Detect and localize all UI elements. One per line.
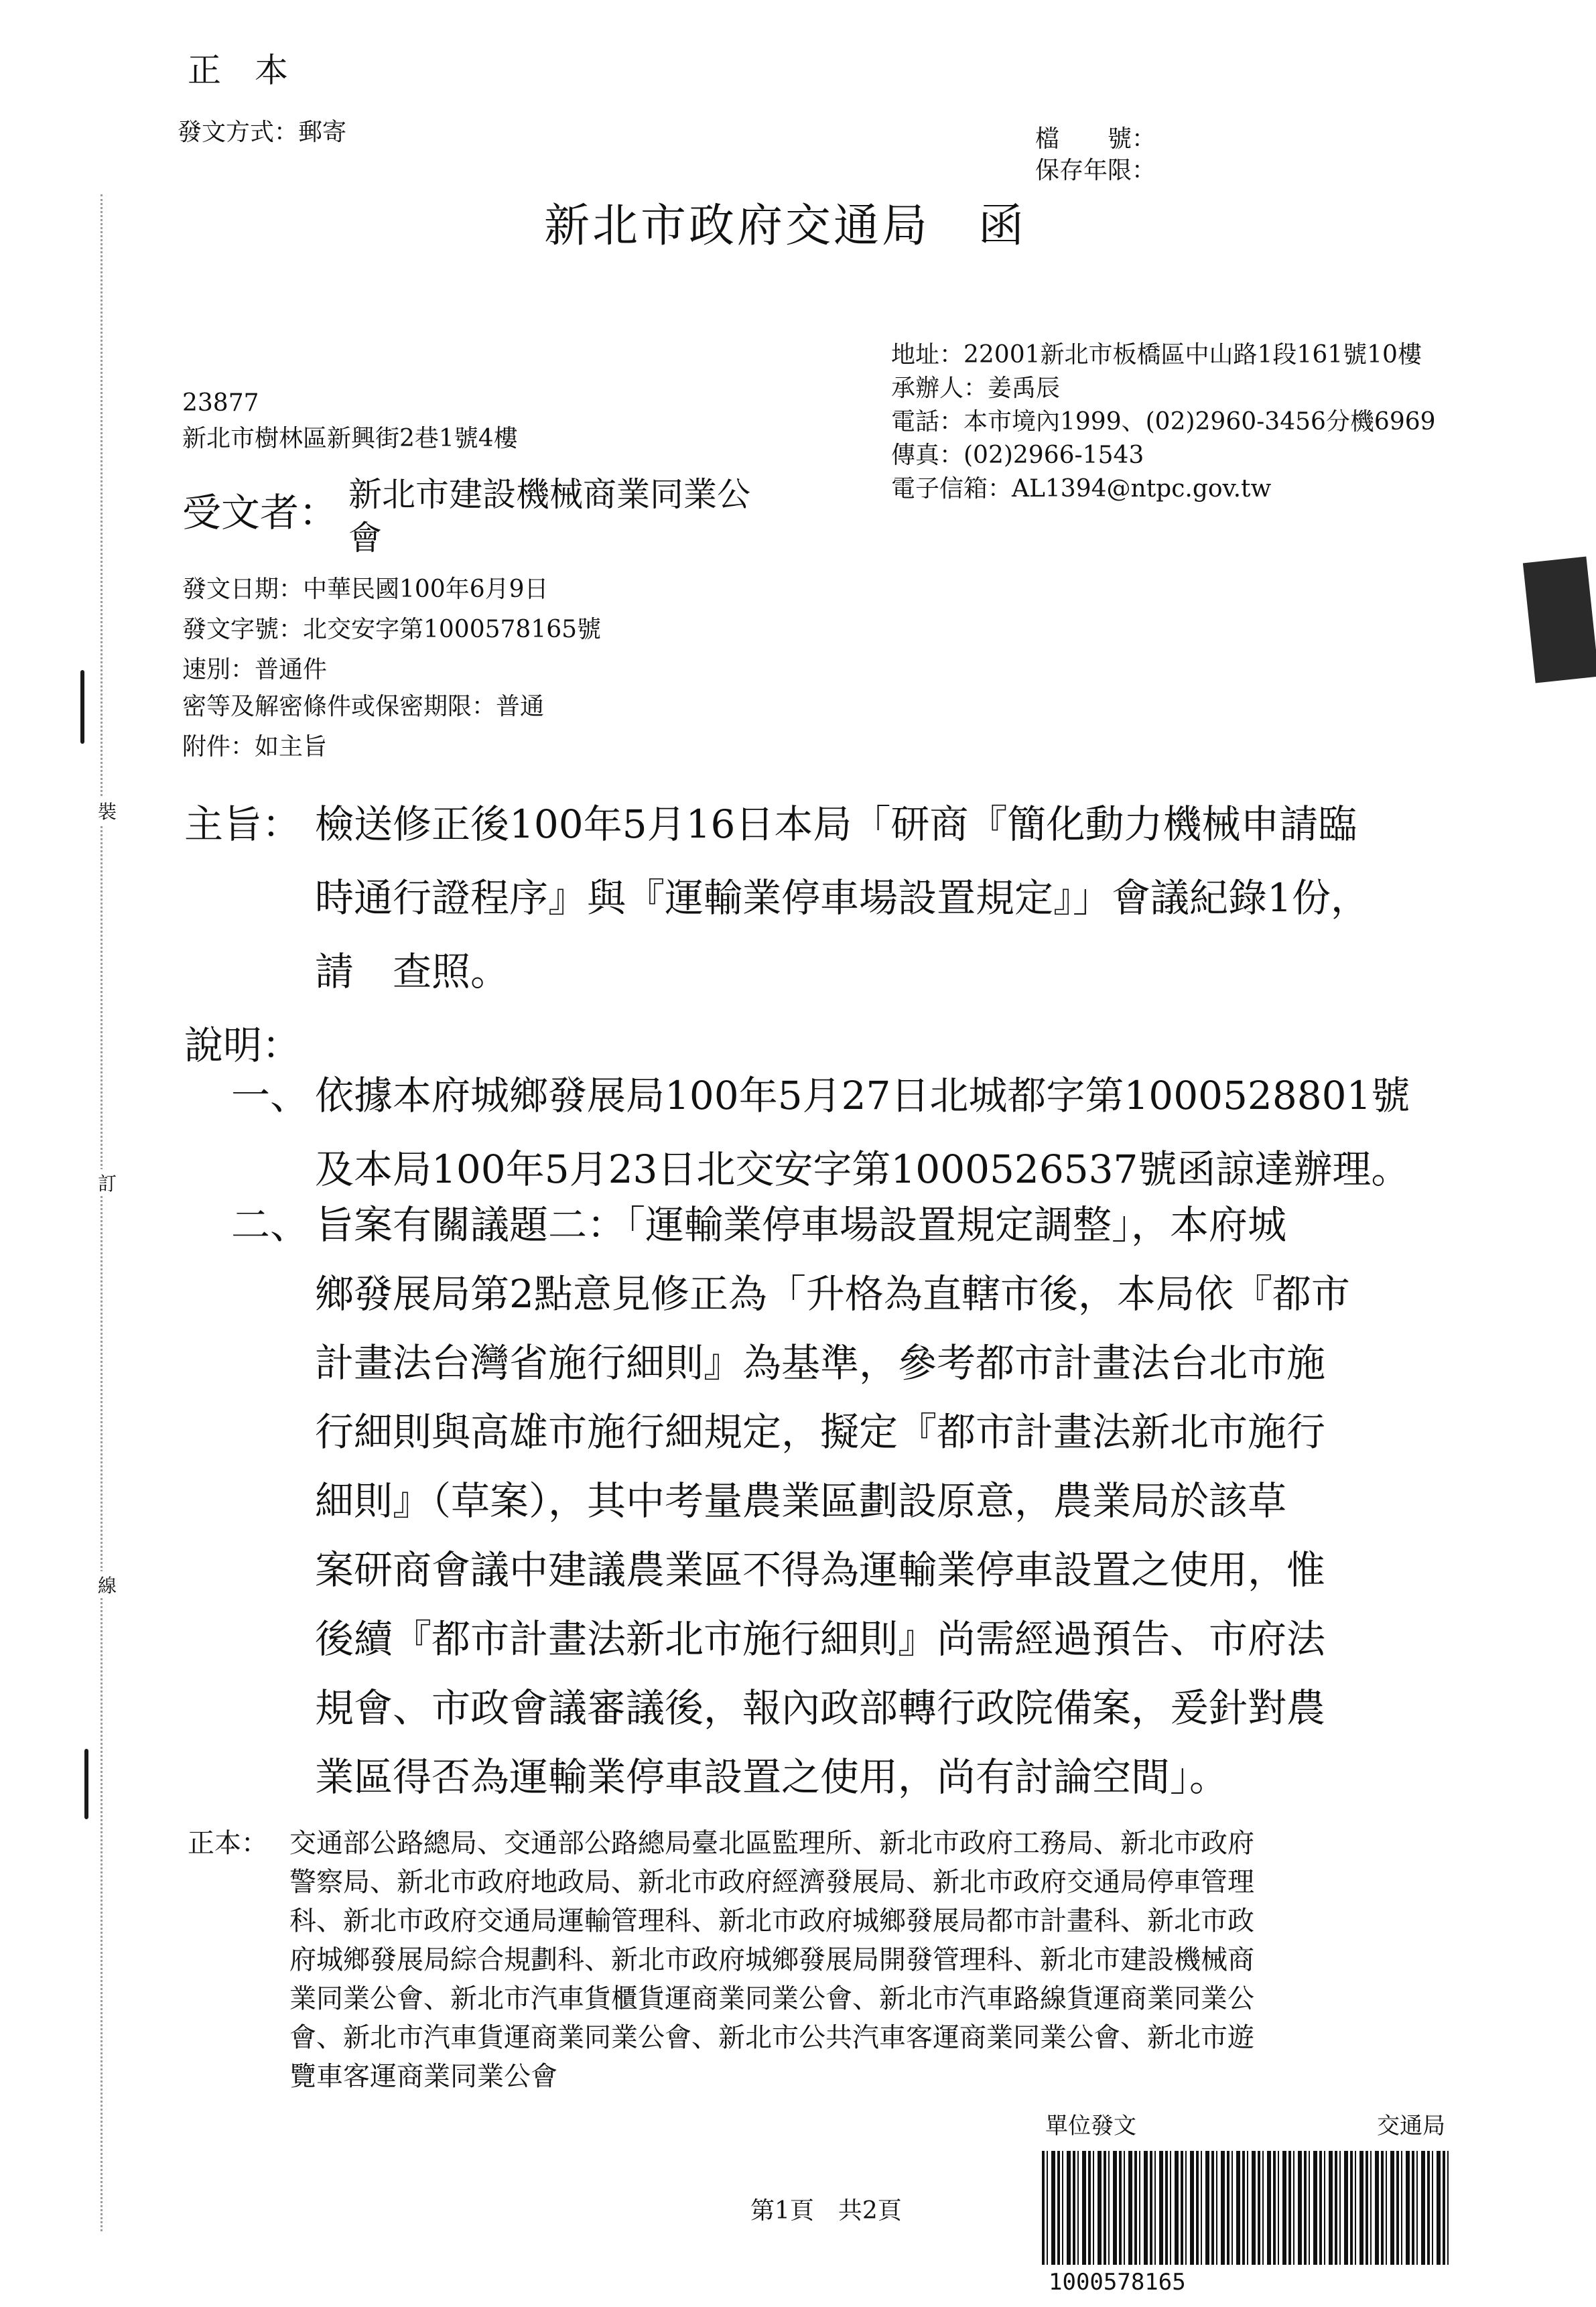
document-title: 新北市政府交通局 函 [544,200,1027,253]
sender-address: 地址：22001新北市板橋區中山路1段161號10樓 [891,341,1422,369]
item-line: 計畫法台灣省施行細則』為基準，參考都市計畫法台北市施 [315,1340,1326,1386]
subject-line: 時通行證程序』與『運輸業停車場設置規定』」會議紀錄1份， [315,875,1370,921]
barcode [1042,2151,1452,2265]
postal-code: 23877 [182,389,259,417]
item-line: 後續『都市計畫法新北市施行細則』尚需經過預告、市府法 [315,1616,1326,1662]
item-line: 鄉發展局第2點意見修正為「升格為直轄市後，本局依『都市 [315,1271,1350,1317]
item-line: 規會、市政會議審議後，報內政部轉行政院備案，爰針對農 [315,1685,1326,1731]
item-line: 細則』（草案），其中考量農業區劃設原意，農業局於該草 [315,1478,1287,1524]
file-number: 檔 號： [1035,125,1156,153]
subject-line: 請 查照。 [315,949,510,994]
recipient-name-line2: 會 [348,519,382,557]
item-line: 及本局100年5月23日北交安字第1000526537號函諒達辦理。 [315,1146,1410,1192]
secrecy-level: 密等及解密條件或保密期限：普通 [182,693,545,720]
ink-mark-lower [84,1749,88,1819]
unit-label: 單位發文 [1045,2113,1136,2139]
issue-date: 發文日期：中華民國100年6月9日 [182,576,549,603]
item-line: 業區得否為運輸業停車設置之使用，尚有討論空間」。 [315,1754,1229,1800]
cc-line: 府城鄉發展局綜合規劃科、新北市政府城鄉發展局開發管理科、新北市建設機械商 [289,1945,1254,1975]
subject-line: 檢送修正後100年5月16日本局「研商『簡化動力機械申請臨 [315,801,1357,847]
fax-number: 傳真：(02)2966-1543 [891,442,1144,469]
recipient-address: 新北市樹林區新興街2巷1號4樓 [182,425,518,452]
handler-name: 承辦人：姜禹辰 [891,375,1061,402]
recipient-label: 受文者： [182,490,338,535]
binding-char-ding: 訂 [94,1169,121,1196]
item-line: 案研商會議中建議農業區不得為運輸業停車設置之使用，惟 [315,1547,1326,1593]
phone-number: 電話：本市境內1999、(02)2960-3456分機6969 [891,408,1436,436]
delivery-speed: 速別：普通件 [182,656,328,683]
item-number: 二、 [231,1202,310,1248]
ink-mark-upper [80,670,84,744]
cc-line: 會、新北市汽車貨運商業同業公會、新北市公共汽車客運商業同業公會、新北市遊 [289,2022,1254,2053]
cc-line: 交通部公路總局、交通部公路總局臺北區監理所、新北市政府工務局、新北市政府 [289,1828,1254,1859]
retention-period: 保存年限： [1035,157,1156,184]
binding-margin-line [101,194,103,2231]
cc-line: 業同業公會、新北市汽車貨櫃貨運商業同業公會、新北市汽車路線貨運商業同業公 [289,1983,1254,2014]
unit-name: 交通局 [1377,2113,1445,2139]
barcode-number: 1000578165 [1049,2269,1186,2296]
cc-line: 科、新北市政府交通局運輸管理科、新北市政府城鄉發展局都市計畫科、新北市政 [289,1906,1254,1936]
item-number: 一、 [231,1073,310,1118]
send-method: 發文方式：郵寄 [178,119,347,146]
cc-label: 正本： [188,1828,268,1859]
explanation-label: 說明： [184,1023,302,1068]
page-number: 第1頁 共2頁 [750,2197,902,2225]
attachment: 附件：如主旨 [182,733,328,761]
cc-line: 警察局、新北市政府地政局、新北市政府經濟發展局、新北市政府交通局停車管理 [289,1867,1254,1898]
seal-stamp [1523,557,1596,683]
copy-type: 正 本 [188,51,288,90]
item-line: 旨案有關議題二：「運輸業停車場設置規定調整」，本府城 [315,1202,1287,1248]
item-line: 依據本府城鄉發展局100年5月27日北城都字第1000528801號 [315,1073,1410,1118]
item-line: 行細則與高雄市施行細規定，擬定『都市計畫法新北市施行 [315,1409,1326,1455]
recipient-name-line1: 新北市建設機械商業同業公 [348,475,750,514]
binding-char-zhuang: 裝 [94,797,121,824]
subject-label: 主旨： [184,801,302,847]
reference-number: 發文字號：北交安字第1000578165號 [182,616,602,643]
binding-char-xian: 線 [94,1571,121,1598]
cc-line: 覽車客運商業同業公會 [289,2061,557,2092]
email-address: 電子信箱：AL1394@ntpc.gov.tw [891,475,1272,503]
